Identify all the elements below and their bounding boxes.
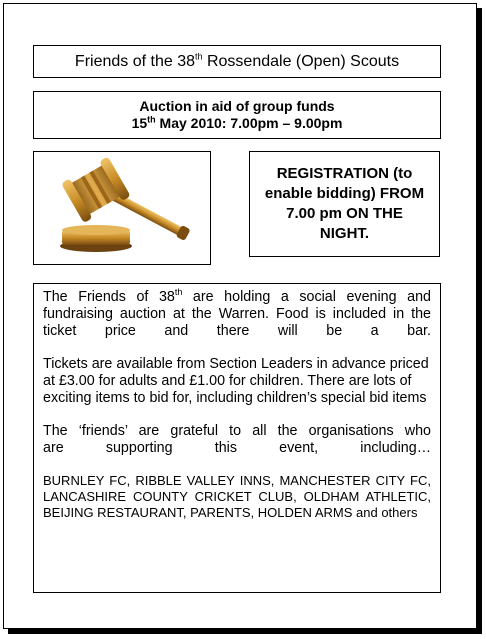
tickets-paragraph: Tickets are available from Section Leaders in advance priced at £3.00 for adults and £1.00 for children. There are lots of exciting items to bid for, including children’s special bid items bbox=[43, 356, 429, 406]
gavel-image-box bbox=[33, 151, 211, 265]
thanks-paragraph: The ‘friends’ are grateful to all the organisations who are supporting this event, including… bbox=[43, 423, 431, 456]
page-title: Friends of the 38th Rossendale (Open) Scouts bbox=[74, 51, 400, 70]
auction-info-box bbox=[33, 91, 441, 139]
details-box bbox=[33, 283, 441, 593]
auction-date-time: 15th May 2010: 7.00pm – 9.00pm bbox=[131, 114, 343, 131]
auction-headline: Auction in aid of group funds bbox=[139, 98, 335, 114]
intro-paragraph: The Friends of 38th are holding a social evening and fundraising auction at the Warren. Food is included in the ticket price and there will be a bar. bbox=[43, 287, 431, 339]
registration-notice: REGISTRATION (to enable bidding) FROM 7.00 pm ON THE NIGHT. bbox=[264, 165, 425, 242]
title-box bbox=[33, 45, 441, 78]
sponsor-list: BURNLEY FC, RIBBLE VALLEY INNS, MANCHESTER CITY FC, LANCASHIRE COUNTY CRICKET CLUB, OLDHAM ATHLETIC, BEIJING RESTAURANT, PARENTS, HOLDEN ARMS and others bbox=[43, 473, 431, 520]
gavel-icon bbox=[34, 152, 210, 264]
registration-box bbox=[249, 151, 440, 257]
